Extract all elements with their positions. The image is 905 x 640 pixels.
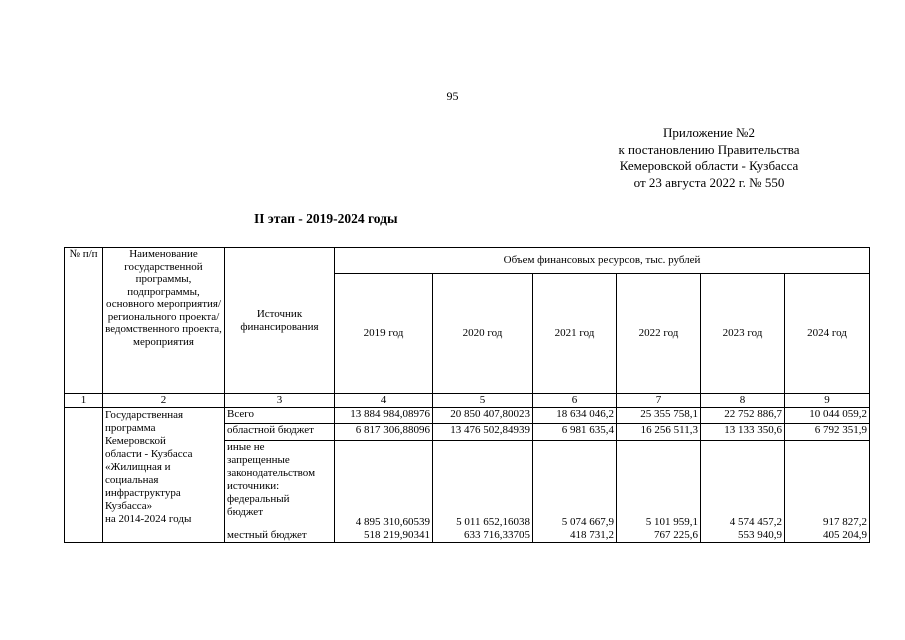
source-line: федеральный (227, 493, 290, 505)
column-number: 2 (103, 394, 225, 408)
source-line: запрещенные (227, 454, 290, 466)
table-row (65, 408, 870, 424)
header-year: 2020 год (433, 274, 533, 394)
value-cell: 553 940,9 (701, 529, 785, 543)
appendix-line: к постановлению Правительства (618, 141, 800, 157)
program-name-line: на 2014-2024 годы (105, 513, 192, 525)
source-cell: Всего (225, 408, 335, 424)
value-cell: 16 256 511,3 (617, 424, 701, 441)
value-cell: 22 752 886,7 (701, 408, 785, 424)
header-year: 2024 год (785, 274, 870, 394)
value-cell: 20 850 407,80023 (433, 408, 533, 424)
header-year: 2023 год (701, 274, 785, 394)
program-num (65, 408, 103, 543)
value-cell: 25 355 758,1 (617, 408, 701, 424)
value-cell: 767 225,6 (617, 529, 701, 543)
value-cell: 405 204,9 (785, 529, 870, 543)
stage-title: II этап - 2019-2024 годы (254, 211, 398, 226)
program-name-line: Государственная (105, 409, 184, 421)
column-number: 4 (335, 394, 433, 408)
program-name (103, 408, 225, 543)
program-name-line: социальная (105, 474, 159, 486)
column-number: 6 (533, 394, 617, 408)
appendix-line: Приложение №2 (663, 125, 755, 140)
value-cell: 18 634 046,2 (533, 408, 617, 424)
page-number: 95 (446, 89, 459, 103)
value-cell: 917 827,2 (785, 441, 870, 529)
value-cell: 5 101 959,1 (617, 441, 701, 529)
program-name-line: «Жилищная и (105, 461, 171, 473)
column-number: 5 (433, 394, 533, 408)
header-source: Источник финансирования (225, 248, 335, 394)
column-number: 1 (65, 394, 103, 408)
value-cell: 13 476 502,84939 (433, 424, 533, 441)
program-name-line: Кузбасса» (105, 500, 153, 512)
value-cell: 6 792 351,9 (785, 424, 870, 441)
source-cell: местный бюджет (225, 529, 335, 543)
value-cell: 5 011 652,16038 (433, 441, 533, 529)
program-name-line: Кемеровской (105, 435, 166, 447)
value-cell: 633 716,33705 (433, 529, 533, 543)
header-volume: Объем финансовых ресурсов, тыс. рублей (335, 248, 870, 274)
appendix-line: от 23 августа 2022 г. № 550 (633, 174, 785, 190)
value-cell: 4 574 457,2 (701, 441, 785, 529)
value-cell: 418 731,2 (533, 529, 617, 543)
column-number: 3 (225, 394, 335, 408)
value-cell: 10 044 059,2 (785, 408, 870, 424)
value-cell: 6 817 306,88096 (335, 424, 433, 441)
header-name: Наименование государственной программы, подпрограммы, основного мероприятия/ регионального проекта/ ведомственного проекта, мероприятия (103, 248, 225, 394)
header-year: 2021 год (533, 274, 617, 394)
value-cell: 13 884 984,08976 (335, 408, 433, 424)
source-cell: областной бюджет (225, 424, 335, 441)
header-num: № п/п (65, 248, 103, 394)
source-line: иные не (227, 441, 265, 453)
value-cell: 6 981 635,4 (533, 424, 617, 441)
source-line: бюджет (227, 506, 263, 518)
appendix-line: Кемеровской области - Кузбасса (619, 158, 799, 173)
source-line: законодательством (227, 467, 316, 479)
column-number: 9 (785, 394, 870, 408)
program-name-line: инфраструктура (105, 487, 181, 499)
column-number: 8 (701, 394, 785, 408)
column-number: 7 (617, 394, 701, 408)
source-cell (225, 441, 335, 529)
value-cell: 518 219,90341 (335, 529, 433, 543)
header-year: 2019 год (335, 274, 433, 394)
value-cell: 13 133 350,6 (701, 424, 785, 441)
finance-table (64, 247, 870, 543)
value-cell: 4 895 310,60539 (335, 441, 433, 529)
program-name-line: области - Кузбасса (105, 448, 193, 460)
value-cell: 5 074 667,9 (533, 441, 617, 529)
program-name-line: программа (105, 422, 156, 434)
header-year: 2022 год (617, 274, 701, 394)
source-line: источники: (227, 480, 280, 492)
appendix-header (579, 125, 839, 191)
